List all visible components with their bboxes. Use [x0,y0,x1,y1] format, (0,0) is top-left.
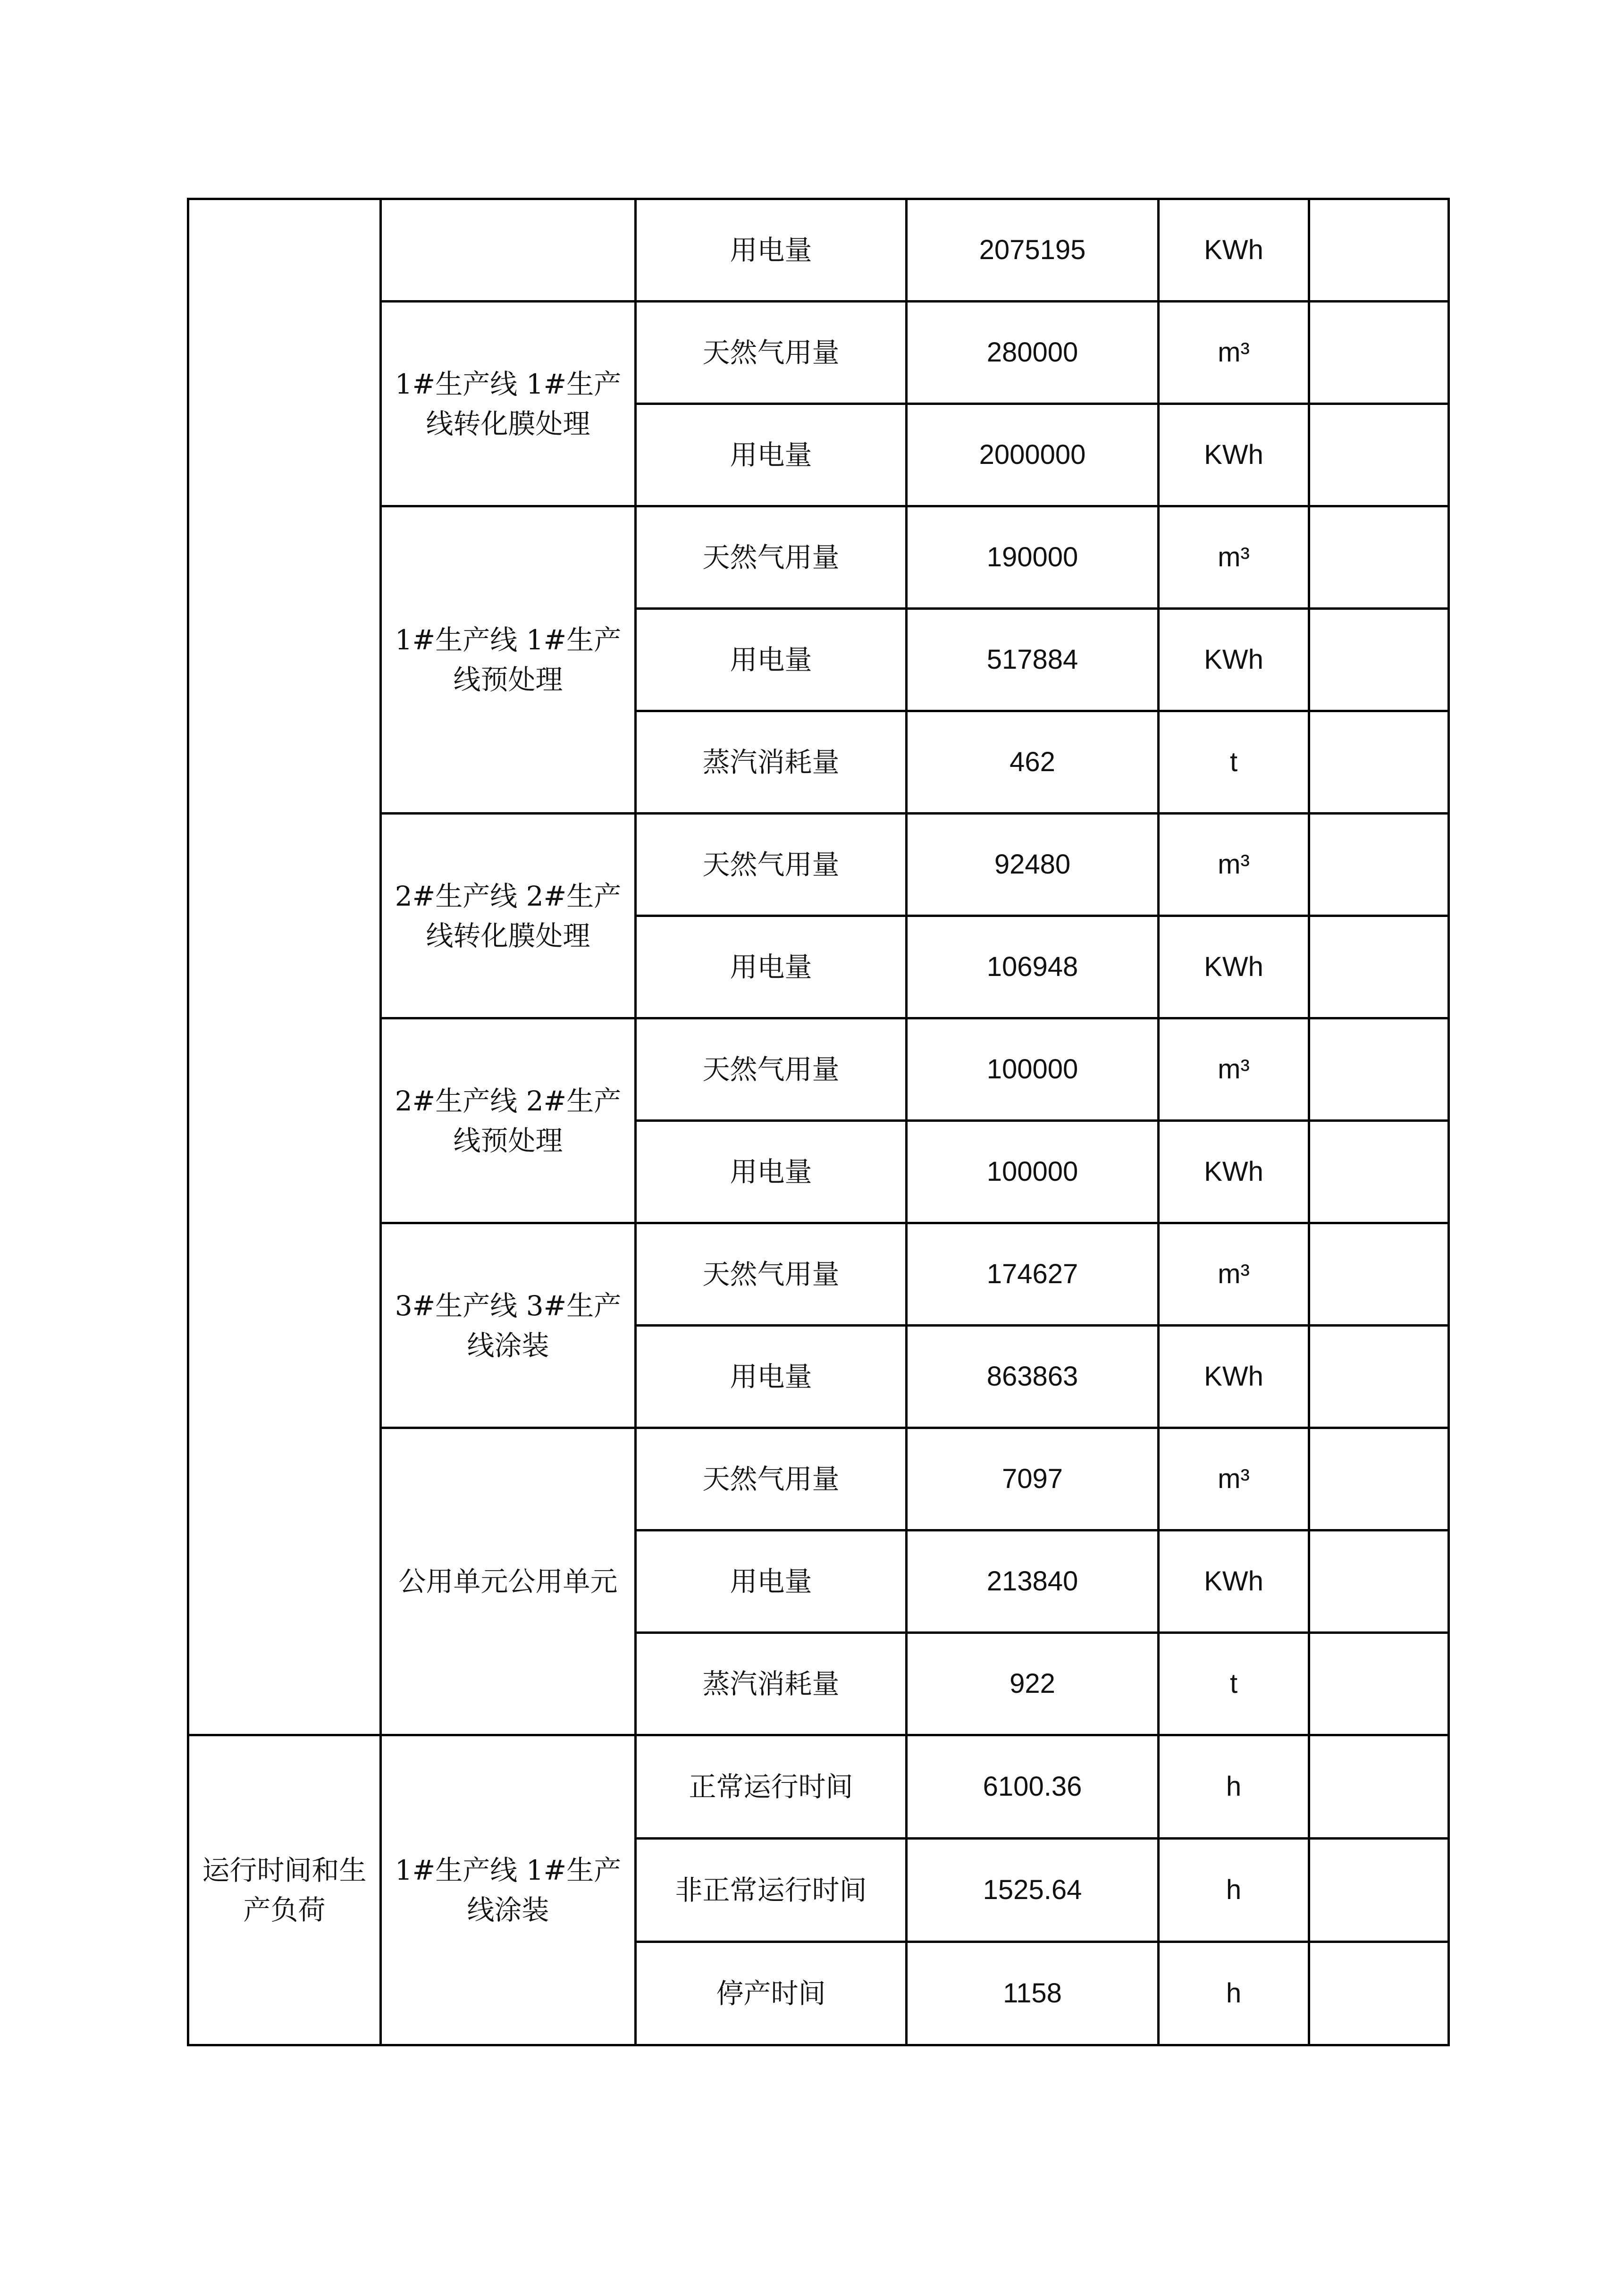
value-cell: 7097 [907,1428,1159,1530]
note-cell [1309,404,1449,506]
item-name-cell: 用电量 [636,1326,907,1428]
unit-cell: KWh [1159,199,1309,302]
value-cell: 2075195 [907,199,1159,302]
unit-cell: KWh [1159,1326,1309,1428]
unit-cell: KWh [1159,1121,1309,1223]
note-cell [1309,1530,1449,1633]
value-cell: 213840 [907,1530,1159,1633]
value-cell: 462 [907,711,1159,814]
unit-cell: KWh [1159,916,1309,1018]
value-cell: 100000 [907,1121,1159,1223]
note-cell [1309,814,1449,916]
value-cell: 922 [907,1633,1159,1735]
energy-consumption-table [187,198,1450,2046]
unit-group-cell: 公用单元公用单元 [381,1428,636,1735]
unit-cell: h [1159,1942,1309,2045]
value-cell: 106948 [907,916,1159,1018]
unit-cell: h [1159,1839,1309,1942]
note-cell [1309,711,1449,814]
item-name-cell: 天然气用量 [636,302,907,404]
item-name-cell: 非正常运行时间 [636,1839,907,1942]
note-cell [1309,1018,1449,1121]
note-cell [1309,199,1449,302]
item-name-cell: 用电量 [636,404,907,506]
item-name-cell: 正常运行时间 [636,1735,907,1839]
value-cell: 280000 [907,302,1159,404]
value-cell: 174627 [907,1223,1159,1326]
item-name-cell: 用电量 [636,1530,907,1633]
unit-group-cell: 3#生产线 3#生产线涂装 [381,1223,636,1428]
note-cell [1309,916,1449,1018]
note-cell [1309,1326,1449,1428]
unit-group-cell: 2#生产线 2#生产线转化膜处理 [381,814,636,1018]
item-name-cell: 用电量 [636,916,907,1018]
item-name-cell: 天然气用量 [636,506,907,609]
item-name-cell: 用电量 [636,1121,907,1223]
note-cell [1309,1223,1449,1326]
unit-cell: KWh [1159,404,1309,506]
note-cell [1309,302,1449,404]
item-name-cell: 蒸汽消耗量 [636,1633,907,1735]
value-cell: 1158 [907,1942,1159,2045]
note-cell [1309,1942,1449,2045]
unit-cell: m³ [1159,1018,1309,1121]
unit-cell: m³ [1159,1223,1309,1326]
note-cell [1309,609,1449,711]
unit-cell: m³ [1159,506,1309,609]
value-cell: 2000000 [907,404,1159,506]
note-cell [1309,1735,1449,1839]
unit-cell: KWh [1159,1530,1309,1633]
value-cell: 517884 [907,609,1159,711]
unit-group-cell: 1#生产线 1#生产线预处理 [381,506,636,814]
unit-group-cell [381,199,636,302]
note-cell [1309,1633,1449,1735]
unit-cell: KWh [1159,609,1309,711]
value-cell: 1525.64 [907,1839,1159,1942]
unit-cell: m³ [1159,1428,1309,1530]
item-name-cell: 蒸汽消耗量 [636,711,907,814]
item-name-cell: 天然气用量 [636,1018,907,1121]
table-row [188,1735,1449,1839]
unit-cell: m³ [1159,302,1309,404]
item-name-cell: 用电量 [636,199,907,302]
note-cell [1309,1839,1449,1942]
item-name-cell: 天然气用量 [636,814,907,916]
unit-group-cell: 2#生产线 2#生产线预处理 [381,1018,636,1223]
value-cell: 863863 [907,1326,1159,1428]
note-cell [1309,506,1449,609]
table-row [188,199,1449,302]
value-cell: 92480 [907,814,1159,916]
item-name-cell: 用电量 [636,609,907,711]
unit-cell: m³ [1159,814,1309,916]
item-name-cell: 天然气用量 [636,1428,907,1530]
category-cell [188,199,381,1735]
unit-group-cell: 1#生产线 1#生产线转化膜处理 [381,302,636,506]
note-cell [1309,1121,1449,1223]
unit-cell: h [1159,1735,1309,1839]
category-cell: 运行时间和生产负荷 [188,1735,381,2045]
value-cell: 6100.36 [907,1735,1159,1839]
unit-cell: t [1159,1633,1309,1735]
item-name-cell: 停产时间 [636,1942,907,2045]
unit-group-cell: 1#生产线 1#生产线涂装 [381,1735,636,2045]
item-name-cell: 天然气用量 [636,1223,907,1326]
value-cell: 190000 [907,506,1159,609]
note-cell [1309,1428,1449,1530]
unit-cell: t [1159,711,1309,814]
value-cell: 100000 [907,1018,1159,1121]
